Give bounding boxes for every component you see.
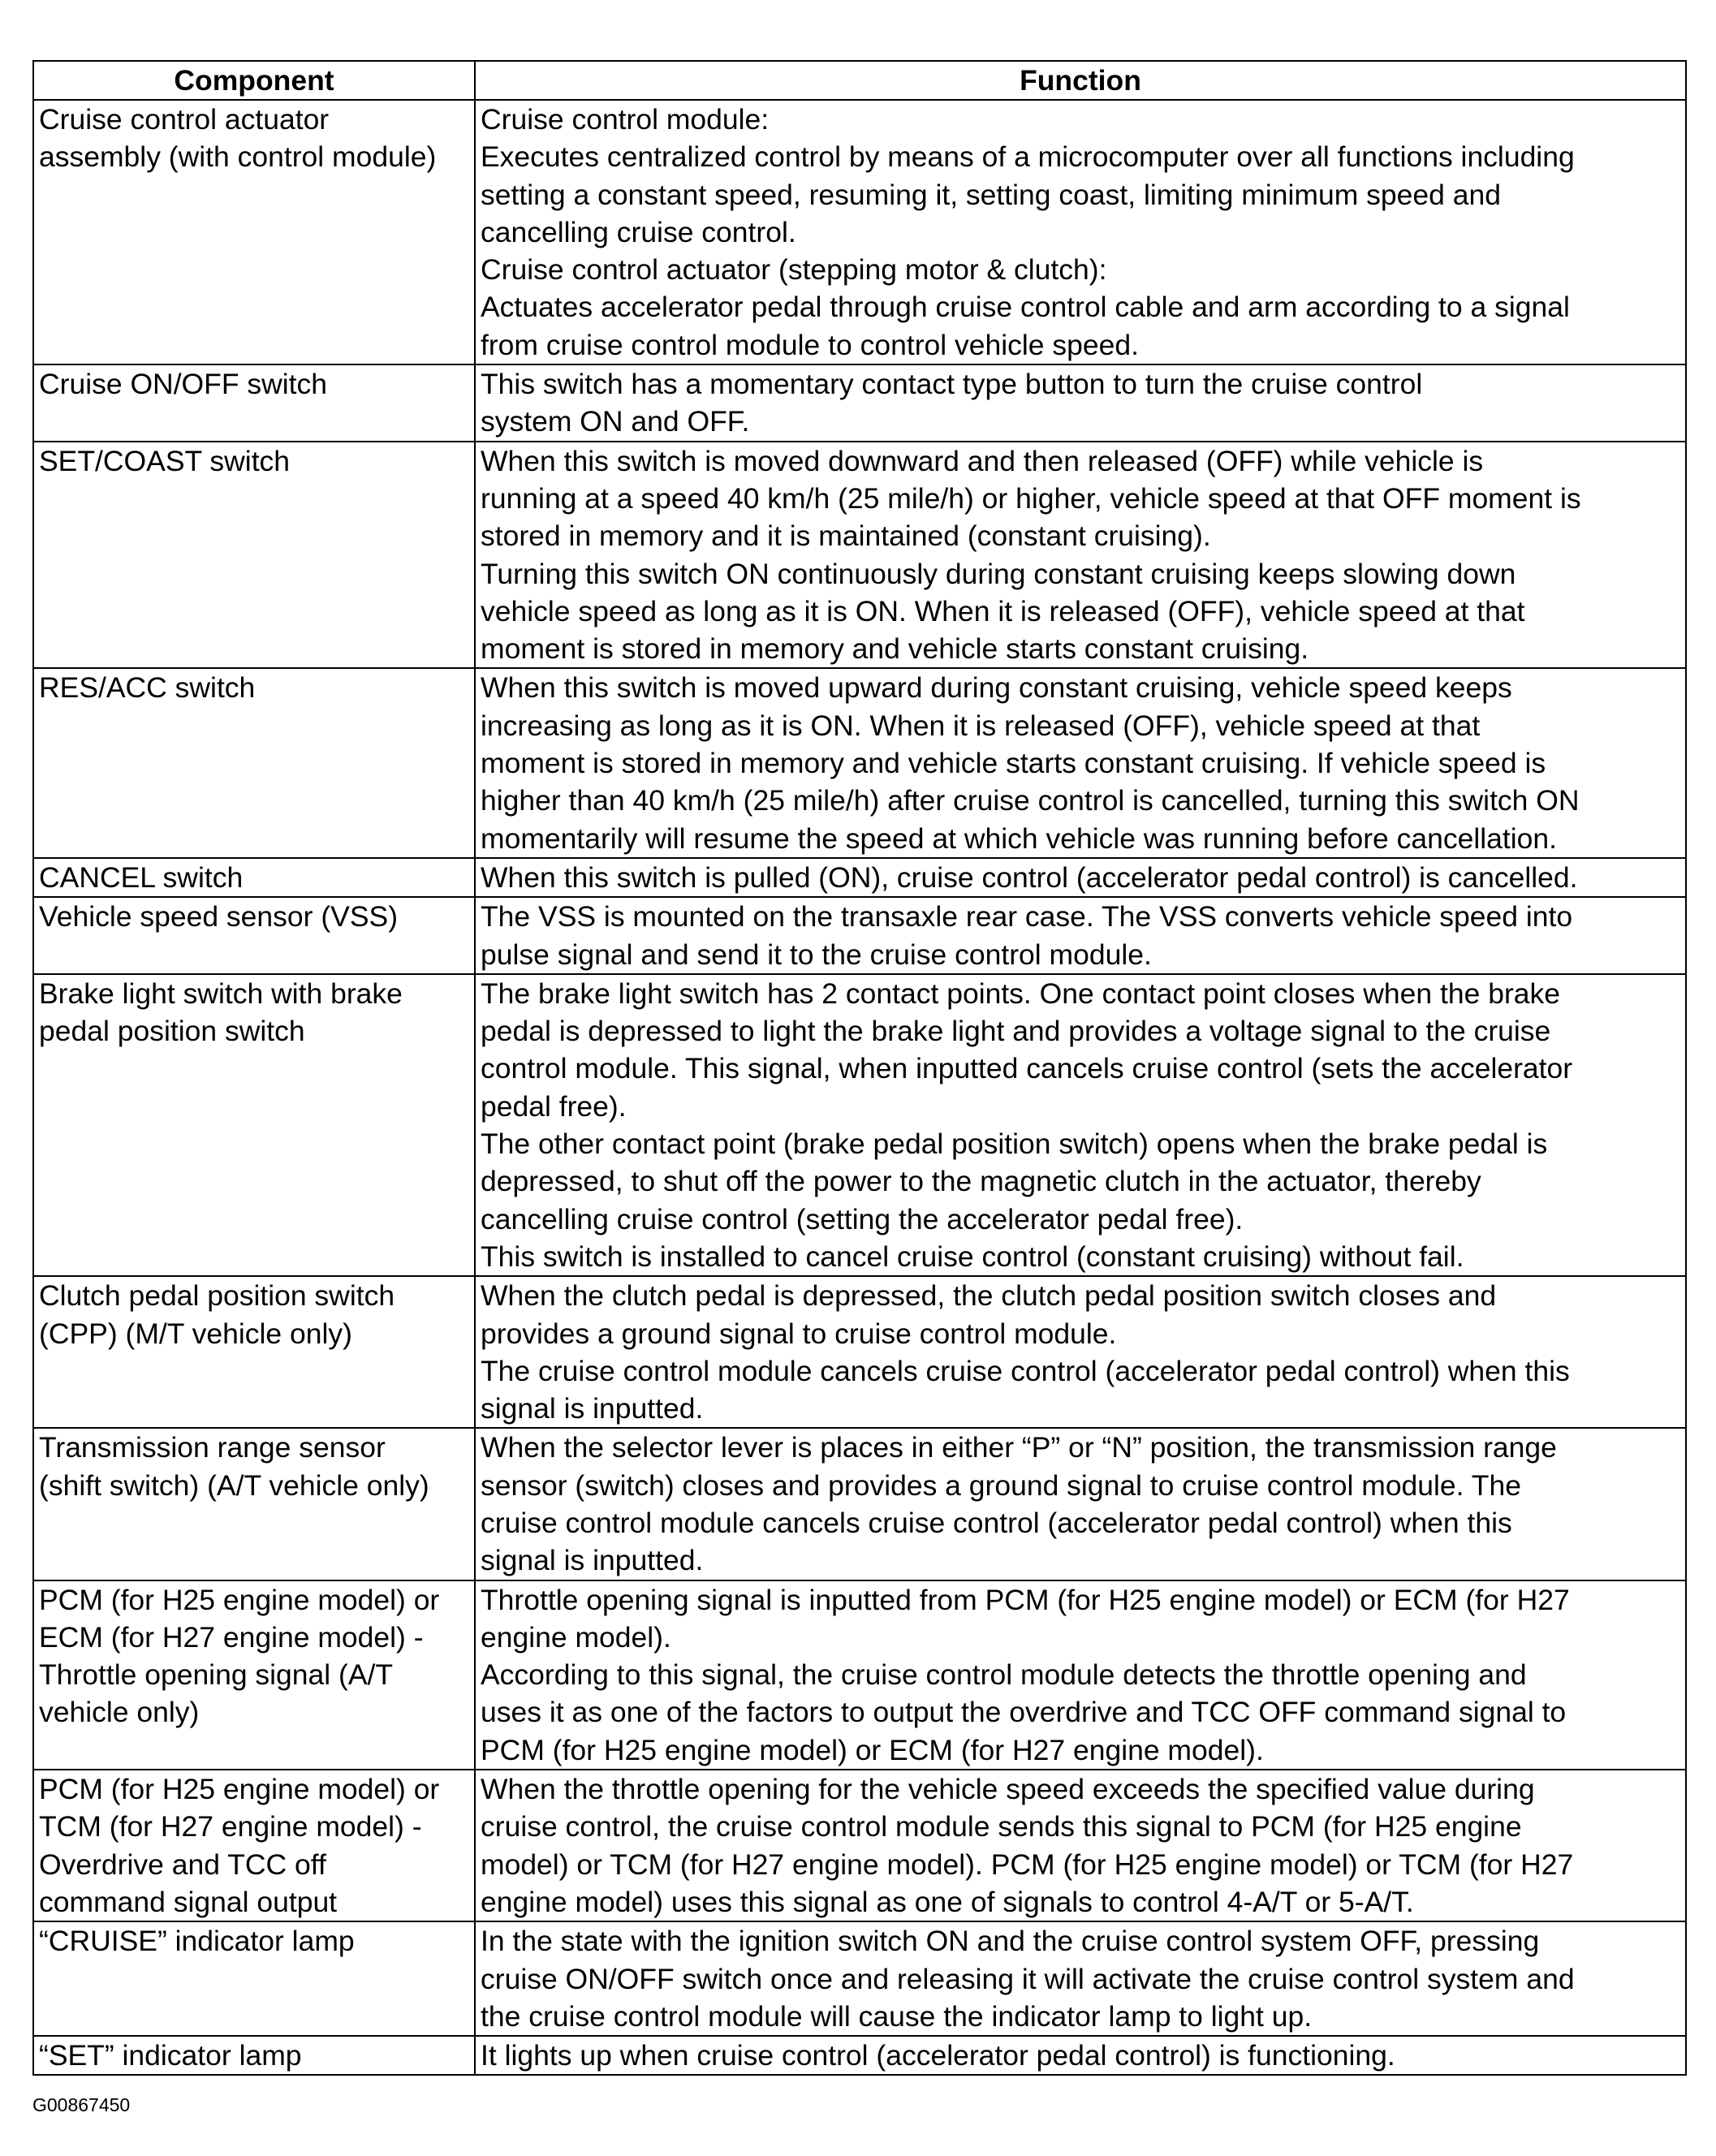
component-line: pedal position switch bbox=[39, 1015, 305, 1048]
function-cell bbox=[475, 858, 1686, 897]
component-cell bbox=[33, 1921, 475, 2036]
function-line: signal is inputted. bbox=[481, 1392, 704, 1425]
function-line: cancelling cruise control (setting the accelerator pedal free). bbox=[481, 1202, 1244, 1235]
table-row bbox=[33, 2036, 1686, 2075]
table-row bbox=[33, 974, 1686, 1276]
component-cell bbox=[33, 974, 475, 1276]
function-line: The VSS is mounted on the transaxle rear case. The VSS converts vehicle speed into bbox=[481, 900, 1573, 934]
component-cell bbox=[33, 1276, 475, 1428]
function-line: cruise control module cancels cruise control (accelerator pedal control) when this bbox=[481, 1506, 1512, 1539]
function-line: When the clutch pedal is depressed, the clutch pedal position switch closes and bbox=[481, 1279, 1497, 1313]
function-cell bbox=[475, 1770, 1686, 1921]
function-line: When this switch is pulled (ON), cruise control (accelerator pedal control) is cancelled. bbox=[481, 860, 1578, 894]
component-line: TCM (for H27 engine model) - bbox=[39, 1810, 422, 1843]
function-line: setting a constant speed, resuming it, setting coast, limiting minimum speed and bbox=[481, 178, 1501, 211]
function-line: According to this signal, the cruise control module detects the throttle opening and bbox=[481, 1658, 1527, 1692]
component-cell bbox=[33, 100, 475, 364]
function-line: This switch has a momentary contact type button to turn the cruise control bbox=[481, 368, 1423, 401]
function-line: Actuates accelerator pedal through cruise control cable and arm according to a signal bbox=[481, 291, 1570, 324]
function-line: In the state with the ignition switch ON and the cruise control system OFF, pressing bbox=[481, 1925, 1540, 1958]
component-line: PCM (for H25 engine model) or bbox=[39, 1583, 440, 1616]
component-cell bbox=[33, 668, 475, 857]
function-cell bbox=[475, 2036, 1686, 2075]
function-line: engine model). bbox=[481, 1620, 671, 1654]
function-line: Throttle opening signal is inputted from PCM (for H25 engine model) or ECM (for H27 bbox=[481, 1583, 1570, 1616]
function-line: depressed, to shut off the power to the magnetic clutch in the actuator, thereby bbox=[481, 1165, 1481, 1198]
component-line: command signal output bbox=[39, 1885, 338, 1918]
function-cell bbox=[475, 897, 1686, 974]
function-line: The brake light switch has 2 contact points. One contact point closes when the brake bbox=[481, 977, 1561, 1010]
function-line: engine model) uses this signal as one of signals to control 4-A/T or 5-A/T. bbox=[481, 1885, 1414, 1918]
function-line: sensor (switch) closes and provides a ground signal to cruise control module. The bbox=[481, 1468, 1521, 1502]
component-line: Vehicle speed sensor (VSS) bbox=[39, 900, 399, 934]
function-line: When the selector lever is places in either “P” or “N” position, the transmission range bbox=[481, 1431, 1557, 1464]
component-cell bbox=[33, 1580, 475, 1770]
function-line: model) or TCM (for H27 engine model). PCM (for H25 engine model) or TCM (for H27 bbox=[481, 1848, 1574, 1881]
header-component: Component bbox=[33, 61, 475, 100]
component-line: assembly (with control module) bbox=[39, 140, 437, 174]
component-cell bbox=[33, 364, 475, 442]
table-row bbox=[33, 1921, 1686, 2036]
component-cell bbox=[33, 442, 475, 669]
component-cell bbox=[33, 858, 475, 897]
component-line: RES/ACC switch bbox=[39, 671, 256, 705]
function-line: This switch is installed to cancel cruise control (constant cruising) without fail. bbox=[481, 1240, 1464, 1273]
function-cell bbox=[475, 100, 1686, 364]
function-line: When the throttle opening for the vehicle speed exceeds the specified value during bbox=[481, 1773, 1535, 1806]
component-line: Throttle opening signal (A/T bbox=[39, 1658, 394, 1692]
component-line: ECM (for H27 engine model) - bbox=[39, 1620, 424, 1654]
function-line: pulse signal and send it to the cruise control module. bbox=[481, 938, 1152, 971]
function-line: stored in memory and it is maintained (constant cruising). bbox=[481, 520, 1211, 553]
function-line: higher than 40 km/h (25 mile/h) after cruise control is cancelled, turning this switch ON bbox=[481, 784, 1580, 817]
function-cell bbox=[475, 974, 1686, 1276]
table-row bbox=[33, 1428, 1686, 1580]
function-line: When this switch is moved upward during constant cruising, vehicle speed keeps bbox=[481, 671, 1512, 705]
table-row bbox=[33, 897, 1686, 974]
table-row bbox=[33, 1580, 1686, 1770]
component-line: “CRUISE” indicator lamp bbox=[39, 1925, 355, 1958]
function-line: moment is stored in memory and vehicle starts constant cruising. If vehicle speed is bbox=[481, 747, 1546, 780]
component-line: Cruise ON/OFF switch bbox=[39, 368, 328, 401]
component-line: Overdrive and TCC off bbox=[39, 1848, 326, 1881]
table-row bbox=[33, 364, 1686, 442]
header-function: Function bbox=[475, 61, 1686, 100]
table-body bbox=[33, 100, 1686, 2075]
function-line: momentarily will resume the speed at which vehicle was running before cancellation. bbox=[481, 821, 1557, 855]
component-cell bbox=[33, 1770, 475, 1921]
function-line: increasing as long as it is ON. When it is released (OFF), vehicle speed at that bbox=[481, 709, 1481, 742]
component-cell bbox=[33, 897, 475, 974]
function-line: cancelling cruise control. bbox=[481, 215, 796, 248]
function-line: uses it as one of the factors to output the overdrive and TCC OFF command signal to bbox=[481, 1696, 1567, 1729]
function-line: Cruise control module: bbox=[481, 103, 770, 136]
function-line: The cruise control module cancels cruise control (accelerator pedal control) when this bbox=[481, 1354, 1570, 1387]
function-line: pedal is depressed to light the brake light and provides a voltage signal to the cruise bbox=[481, 1015, 1551, 1048]
component-line: PCM (for H25 engine model) or bbox=[39, 1773, 440, 1806]
component-function-table bbox=[32, 60, 1687, 2076]
component-line: “SET” indicator lamp bbox=[39, 2039, 302, 2072]
function-line: Executes centralized control by means of a microcomputer over all functions including bbox=[481, 140, 1575, 174]
function-line: pedal free). bbox=[481, 1089, 627, 1123]
component-cell bbox=[33, 2036, 475, 2075]
spec-table-container bbox=[32, 60, 1685, 2076]
table-row bbox=[33, 100, 1686, 364]
component-cell bbox=[33, 1428, 475, 1580]
component-line: Brake light switch with brake bbox=[39, 977, 403, 1010]
component-line: SET/COAST switch bbox=[39, 444, 291, 477]
function-cell bbox=[475, 668, 1686, 857]
component-line: (CPP) (M/T vehicle only) bbox=[39, 1317, 352, 1350]
function-line: provides a ground signal to cruise control module. bbox=[481, 1317, 1117, 1350]
function-line: the cruise control module will cause the indicator lamp to light up. bbox=[481, 1999, 1313, 2033]
component-line: Clutch pedal position switch bbox=[39, 1279, 395, 1313]
table-row bbox=[33, 442, 1686, 669]
function-line: from cruise control module to control vehicle speed. bbox=[481, 328, 1139, 361]
figure-code: G00867450 bbox=[32, 2094, 131, 2115]
function-line: moment is stored in memory and vehicle starts constant cruising. bbox=[481, 632, 1309, 666]
function-line: system ON and OFF. bbox=[481, 405, 750, 438]
table-header-row bbox=[33, 61, 1686, 100]
function-line: The other contact point (brake pedal position switch) opens when the brake pedal is bbox=[481, 1128, 1548, 1161]
component-line: CANCEL switch bbox=[39, 860, 244, 894]
function-line: PCM (for H25 engine model) or ECM (for H27 engine model). bbox=[481, 1733, 1264, 1766]
table-row bbox=[33, 1770, 1686, 1921]
function-line: Turning this switch ON continuously during constant cruising keeps slowing down bbox=[481, 557, 1516, 590]
function-cell bbox=[475, 1276, 1686, 1428]
function-cell bbox=[475, 364, 1686, 442]
component-line: Cruise control actuator bbox=[39, 103, 330, 136]
function-line: Cruise control actuator (stepping motor & clutch): bbox=[481, 253, 1107, 287]
component-line: Transmission range sensor bbox=[39, 1431, 386, 1464]
function-line: cruise ON/OFF switch once and releasing it will activate the cruise control system and bbox=[481, 1962, 1575, 1995]
function-cell bbox=[475, 1428, 1686, 1580]
function-cell bbox=[475, 1921, 1686, 2036]
table-row bbox=[33, 1276, 1686, 1428]
component-line: vehicle only) bbox=[39, 1696, 200, 1729]
table-row bbox=[33, 668, 1686, 857]
function-line: cruise control, the cruise control module sends this signal to PCM (for H25 engine bbox=[481, 1810, 1522, 1843]
function-line: running at a speed 40 km/h (25 mile/h) or higher, vehicle speed at that OFF moment is bbox=[481, 481, 1581, 515]
function-cell bbox=[475, 1580, 1686, 1770]
function-line: control module. This signal, when inputted cancels cruise control (sets the accelerator bbox=[481, 1052, 1573, 1085]
component-line: (shift switch) (A/T vehicle only) bbox=[39, 1468, 429, 1502]
function-line: When this switch is moved downward and then released (OFF) while vehicle is bbox=[481, 444, 1484, 477]
function-cell bbox=[475, 442, 1686, 669]
function-line: signal is inputted. bbox=[481, 1544, 704, 1577]
table-row bbox=[33, 858, 1686, 897]
function-line: vehicle speed as long as it is ON. When it is released (OFF), vehicle speed at that bbox=[481, 594, 1525, 627]
function-line: It lights up when cruise control (accelerator pedal control) is functioning. bbox=[481, 2039, 1395, 2072]
